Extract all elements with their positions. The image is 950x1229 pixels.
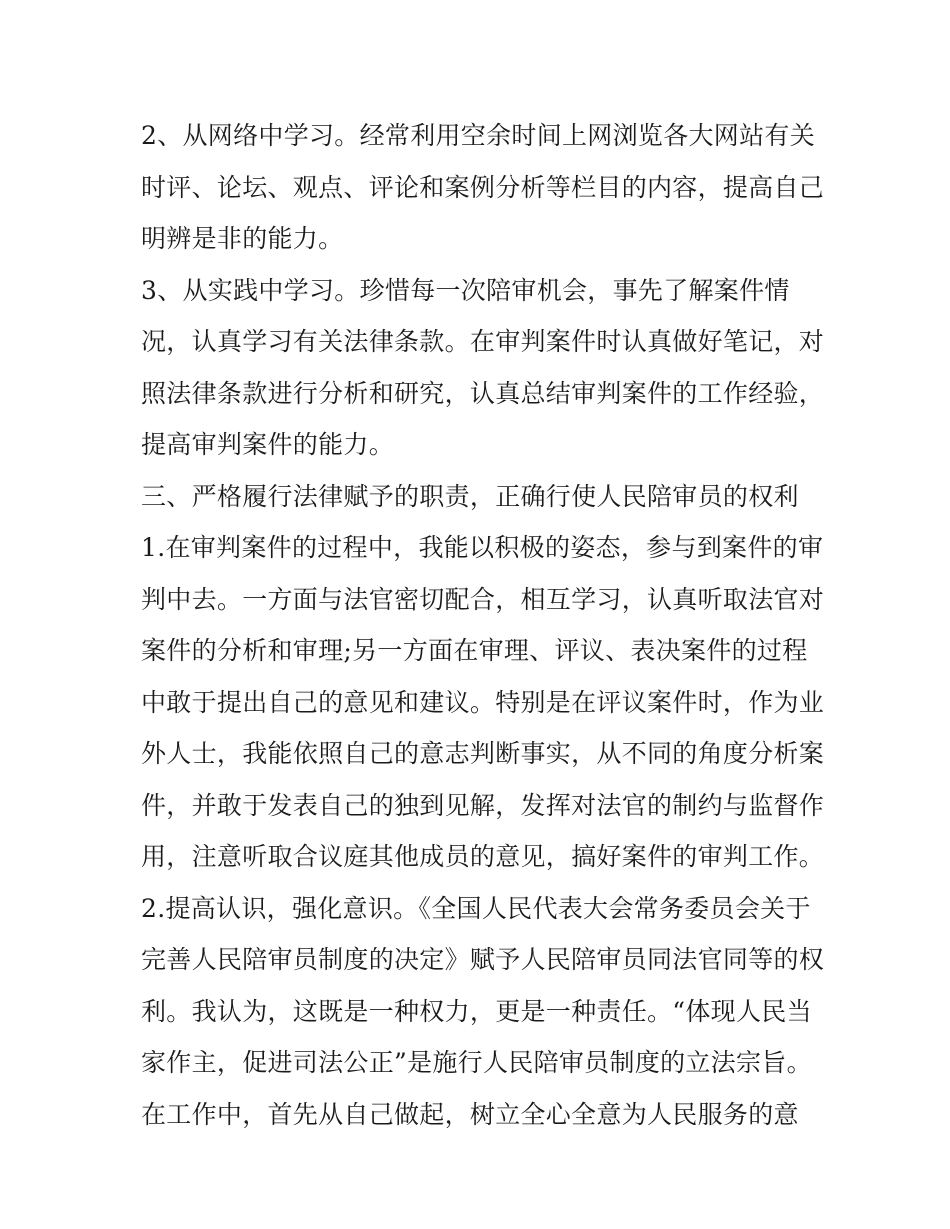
text-line: 判中去。一方面与法官密切配合，相互学习，认真听取法官对 <box>141 584 825 614</box>
text-line: 况，认真学习有关法律条款。在审判案件时认真做好笔记，对 <box>141 327 825 356</box>
text-line: 中敢于提出自己的意见和建议。特别是在评议案件时，作为业 <box>141 687 825 717</box>
text-line: 完善人民陪审员制度的决定》赋予人民陪审员同法官同等的权 <box>141 945 825 974</box>
text-line: 照法律条款进行分析和研究，认真总结审判案件的工作经验， <box>141 378 825 408</box>
text-line: 明辨是非的能力。 <box>141 224 344 253</box>
text-line: 3、从实践中学习。珍惜每一次陪审机会，事先了解案件情 <box>141 275 790 305</box>
text-line: 提高审判案件的能力。 <box>141 430 395 459</box>
text-line: 2.提高认识，强化意识。《全国人民代表大会常务委员会关于 <box>141 893 811 923</box>
text-line: 家作主，促进司法公正”是施行人民陪审员制度的立法宗旨。 <box>141 1048 812 1077</box>
text-line: 外人士，我能依照自己的意志判断事实，从不同的角度分析案 <box>141 739 825 768</box>
text-line: 时评、论坛、观点、评论和案例分析等栏目的内容，提高自己 <box>141 172 825 202</box>
text-line: 1.在审判案件的过程中，我能以积极的姿态，参与到案件的审 <box>141 533 824 562</box>
text-line: 件，并敢于发表自己的独到见解，发挥对法官的制约与监督作 <box>141 790 825 820</box>
text-line: 利。我认为，这既是一种权力，更是一种责任。“体现人民当 <box>141 996 812 1026</box>
section-heading: 三、严格履行法律赋予的职责，正确行使人民陪审员的权利 <box>141 481 799 511</box>
body-text <box>141 110 825 1140</box>
text-line: 案件的分析和审理;另一方面在审理、评议、表决案件的过程 <box>141 636 808 665</box>
text-line: 在工作中，首先从自己做起，树立全心全意为人民服务的意 <box>141 1099 799 1129</box>
text-line: 2、从网络中学习。经常利用空余时间上网浏览各大网站有关 <box>141 121 816 150</box>
text-line: 用，注意听取合议庭其他成员的意见，搞好案件的审判工作。 <box>141 842 825 871</box>
